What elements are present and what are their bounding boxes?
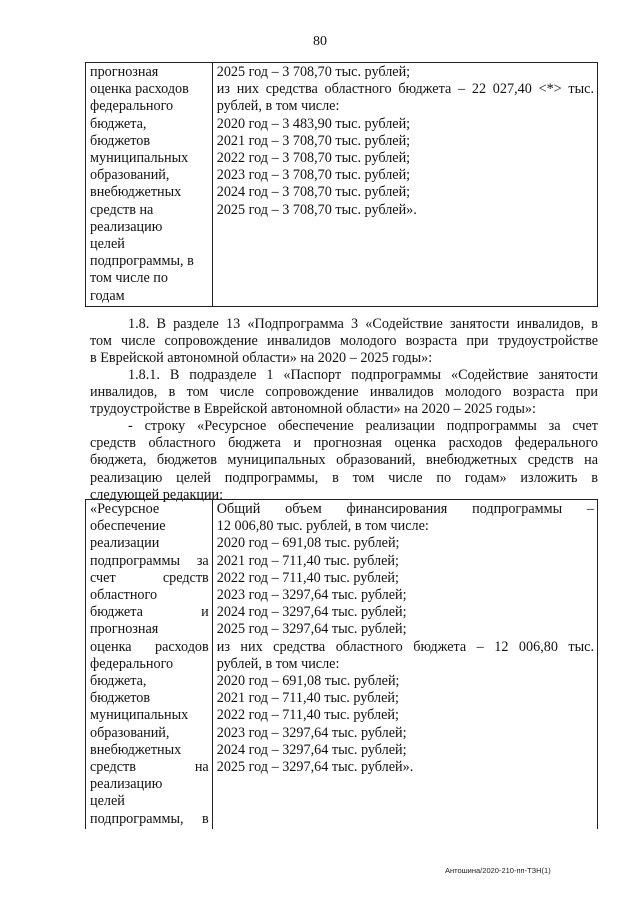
cell-line: 2022 год – 711,40 тыс. рублей; — [216, 707, 399, 724]
cell-line: подпрограммы, в — [90, 253, 194, 270]
cell-line: Общий объем финансирования подпрограммы – — [216, 501, 594, 517]
cell-line: федерального — [90, 98, 174, 115]
cell-line: средств на — [90, 201, 154, 218]
cell-line: бюджета, — [90, 115, 147, 132]
paragraph-line: трудоустройстве в Еврейской автономной области» на 2020 – 2025 годы»: — [90, 401, 536, 418]
document-footer-code: Антошина/2020-210-пп-ТЗН(1) — [445, 866, 551, 875]
paragraph-1-8 — [90, 316, 598, 368]
paragraph-1-8-1 — [90, 367, 598, 419]
cell-line: областного — [90, 587, 158, 604]
cell-line: 2025 год – 3 708,70 тыс. рублей». — [216, 201, 417, 218]
cell-line: 2020 год – 691,08 тыс. рублей; — [216, 673, 400, 690]
cell-line: бюджета, — [90, 673, 147, 690]
cell-line: 2025 год – 3297,64 тыс. рублей; — [216, 621, 407, 638]
cell-line: муниципальных — [90, 707, 189, 724]
cell-line: 2024 год – 3297,64 тыс. рублей; — [216, 741, 407, 758]
paragraph-line: средств областного бюджета и прогнозная оценка расходов федерального — [90, 435, 598, 452]
cell-line: средств на — [90, 759, 209, 776]
cell-line: 2021 год – 711,40 тыс. рублей; — [216, 690, 399, 707]
cell-line: том числе по — [90, 270, 168, 287]
cell-line: 2020 год – 3 483,90 тыс. рублей; — [216, 115, 411, 132]
cell-line: подпрограммы, в — [90, 810, 209, 827]
cell-line: внебюджетных — [90, 741, 182, 758]
paragraph-line: реализацию целей подпрограммы, в том числе по годам» изложить в — [90, 469, 598, 486]
cell-line: 2024 год – 3 708,70 тыс. рублей; — [216, 184, 411, 201]
cell-line: из них средства областного бюджета – 12 006,80 тыс. — [216, 638, 594, 655]
cell-line: рублей, в том числе: — [216, 655, 340, 672]
cell-line: годам — [90, 287, 125, 304]
paragraph-line: в Еврейской автономной области» на 2020 – 2025 годы»: — [90, 350, 433, 367]
paragraph-line: том числе сопровождение инвалидов молодого возраста при трудоустройстве — [90, 333, 598, 350]
cell-line: 2023 год – 3 708,70 тыс. рублей; — [216, 167, 411, 184]
cell-line: 2023 год – 3297,64 тыс. рублей; — [216, 587, 407, 604]
cell-line: 12 006,80 тыс. рублей, в том числе: — [216, 518, 429, 535]
cell-line: реализации — [90, 535, 160, 552]
paragraph-line: бюджета, бюджетов муниципальных образований, внебюджетных средств на — [90, 452, 598, 469]
cell-line: бюджетов — [90, 690, 151, 707]
cell-line: целей — [90, 236, 125, 253]
paragraph-line: инвалидов, в том числе сопровождение инвалидов молодого возраста при — [90, 384, 598, 401]
cell-line: образований, — [90, 167, 170, 184]
paragraph-line: 1.8. В разделе 13 «Подпрограмма 3 «Содействие занятости инвалидов, в — [128, 316, 598, 332]
cell-line: бюджета и — [90, 604, 209, 621]
cell-line: 2021 год – 3 708,70 тыс. рублей; — [216, 132, 411, 149]
cell-line: 2024 год – 3297,64 тыс. рублей; — [216, 604, 407, 621]
cell-line: прогнозная — [90, 621, 159, 638]
cell-line: «Ресурсное — [90, 501, 160, 517]
resource-table-new — [85, 499, 598, 829]
paragraph-line: - строку «Ресурсное обеспечение реализации подпрограммы за счет — [128, 418, 598, 434]
resource-table-continued — [85, 62, 598, 307]
cell-line: прогнозная — [90, 64, 159, 80]
cell-line: рублей, в том числе: — [216, 98, 340, 115]
page-number: 80 — [313, 34, 327, 49]
cell-line: из них средства областного бюджета – 22 027,40 <*> тыс. — [216, 81, 594, 98]
cell-line: реализацию — [90, 776, 163, 793]
paragraph-line: 1.8.1. В подразделе 1 «Паспорт подпрограммы «Содействие занятости — [128, 367, 598, 383]
row-label-cell — [86, 500, 213, 829]
table-row — [86, 500, 598, 829]
cell-line: обеспечение — [90, 518, 166, 535]
cell-line: оценка расходов — [90, 638, 209, 655]
cell-line: счет средств — [90, 569, 209, 586]
cell-line: оценка расходов — [90, 81, 189, 98]
paragraph-line: следующей редакции: — [90, 486, 224, 503]
cell-line: образований, — [90, 724, 170, 741]
cell-line: внебюджетных — [90, 184, 182, 201]
cell-line: подпрограммы за — [90, 552, 209, 569]
cell-line: бюджетов — [90, 132, 151, 149]
row-value-cell — [212, 500, 597, 829]
table-row — [86, 63, 598, 307]
cell-line: 2025 год – 3297,64 тыс. рублей». — [216, 759, 414, 776]
cell-line: федерального — [90, 655, 174, 672]
cell-line: 2022 год – 3 708,70 тыс. рублей; — [216, 150, 411, 167]
cell-line: реализацию — [90, 218, 163, 235]
cell-line: 2022 год – 711,40 тыс. рублей; — [216, 569, 399, 586]
row-label-cell — [86, 63, 213, 307]
cell-line: 2023 год – 3297,64 тыс. рублей; — [216, 724, 407, 741]
paragraph-string-edit — [90, 418, 598, 504]
cell-line: 2025 год – 3 708,70 тыс. рублей; — [216, 64, 411, 80]
cell-line: 2021 год – 711,40 тыс. рублей; — [216, 552, 399, 569]
cell-line: 2020 год – 691,08 тыс. рублей; — [216, 535, 400, 552]
cell-line: муниципальных — [90, 150, 189, 167]
cell-line: целей — [90, 793, 125, 810]
row-value-cell — [212, 63, 597, 307]
